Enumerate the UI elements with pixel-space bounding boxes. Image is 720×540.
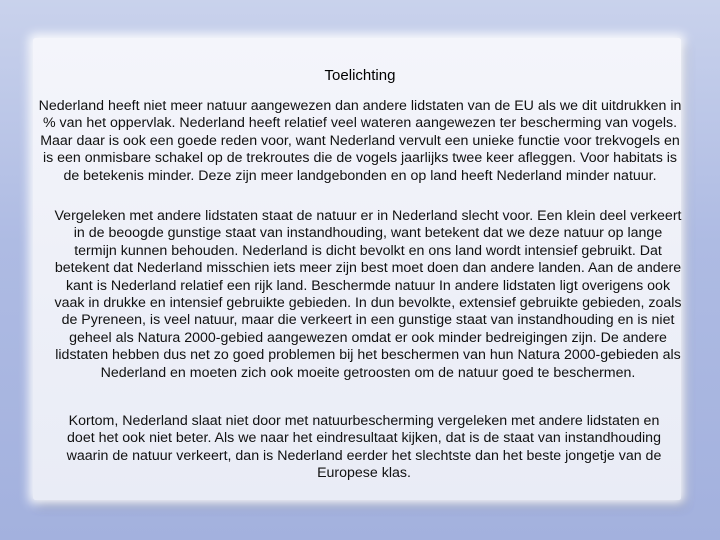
slide-title: Toelichting: [324, 67, 396, 84]
paragraph-eu-comparison: Nederland heeft niet meer natuur aangewezen dan andere lidstaten van de EU als we dit uitdrukken in % van het oppervlak. Nederland heeft relatief veel wateren aangewezen ter bescherming van vogels. Maar daar is ook een goede reden voor, want Nederland vervult een unieke functie voor trekvogels en is een onmisbare schakel op de trekroutes die de vogels jaarlijks twee keer afleggen. Voor habitats is de betekenis minder. Deze zijn meer landgebonden en op land heeft Nederland minder natuur.: [38, 98, 682, 184]
paragraph-conclusion: Kortom, Nederland slaat niet door met natuurbescherming vergeleken met andere lidstaten en doet het ook niet beter. Als we naar het eindresultaat kijken, dat is de staat van instandhouding waarin de natuur verkeert, dan is Nederland eerder het slechtste dan het beste jongetje van de Europese klas.: [66, 413, 662, 482]
paragraph-nature-status: Vergeleken met andere lidstaten staat de natuur er in Nederland slecht voor. Een klein deel verkeert in de beoogde gunstige staat van instandhouding, want betekent dat we deze natuur op lange termijn kunnen behouden. Nederland is dicht bevolkt en ons land wordt intensief gebruikt. Dat betekent dat Nederland misschien iets meer zijn best moet doen dan andere landen. Aan de andere kant is Nederland relatief een rijk land. Beschermde natuur In andere lidstaten ligt overigens ook vaak in drukke en intensief gebruikte gebieden. In dun bevolkte, extensief gebruikte gebieden, zoals de Pyreneen, is veel natuur, maar die verkeert in een gunstige staat van instandhouding en is niet geheel als Natura 2000-gebied aangewezen omdat er ook minder bedreigingen zijn. De andere lidstaten hebben dus net zo goed problemen bij het beschermen van hun Natura 2000-gebieden als Nederland en moeten zich ook moeite getroosten om de natuur goed te beschermen.: [54, 208, 682, 381]
